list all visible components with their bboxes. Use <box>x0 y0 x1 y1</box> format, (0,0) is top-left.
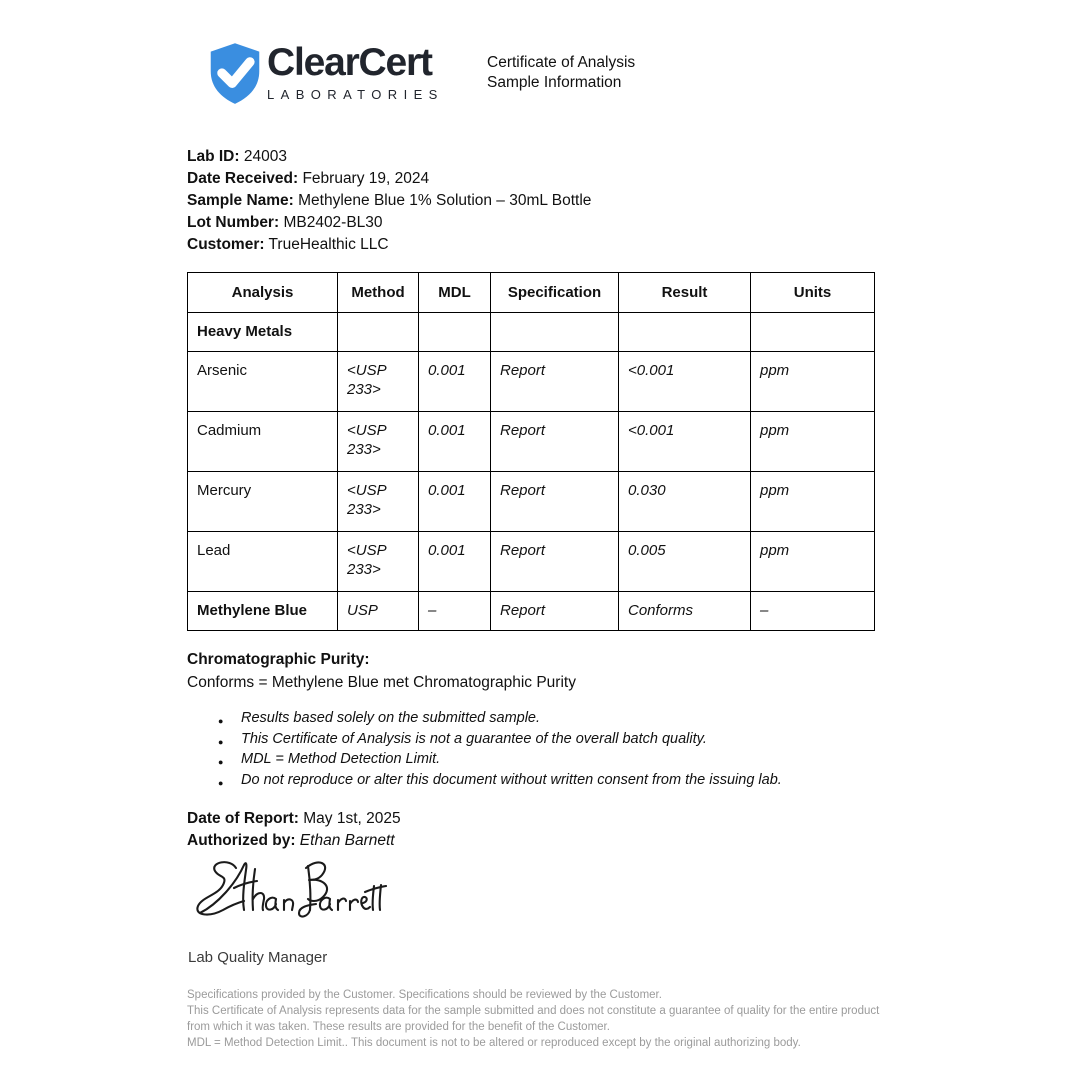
date-of-report-line: Date of Report: May 1st, 2025 <box>187 810 401 827</box>
table-header-row <box>188 273 875 313</box>
date-received-line: Date Received: February 19, 2024 <box>187 170 430 187</box>
sample-name-line: Sample Name: Methylene Blue 1% Solution – 30mL Bottle <box>187 192 592 209</box>
fine-print-line: Specifications provided by the Customer. Specifications should be reviewed by the Customer. <box>187 989 662 1001</box>
sample-information <box>187 146 591 256</box>
purity-text: Conforms = Methylene Blue met Chromatographic Purity <box>187 674 576 691</box>
customer-line: Customer: TrueHealthic LLC <box>187 236 389 253</box>
document-subtitle: Sample Information <box>487 73 622 91</box>
notes-list <box>218 708 782 790</box>
analysis-results-table <box>187 272 875 631</box>
lot-number-line: Lot Number: MB2402-BL30 <box>187 214 383 231</box>
document-title: Certificate of Analysis <box>487 54 636 71</box>
col-header-analysis: Analysis <box>188 273 338 313</box>
chromatographic-purity <box>187 648 576 694</box>
note-item: ● Do not reproduce or alter this document without written consent from the issuing lab. <box>218 770 782 791</box>
table-row: Cadmium <USP 233> 0.001 Report <0.001 ppm <box>188 412 875 472</box>
table-row: Methylene Blue USP – Report Conforms – <box>188 592 875 631</box>
note-item: ● Results based solely on the submitted sample. <box>218 708 782 729</box>
fine-print-line: MDL = Method Detection Limit.. This document is not to be altered or reproduced except by the original authorizing body. <box>187 1037 801 1049</box>
document-type <box>487 53 635 92</box>
logo <box>207 41 444 107</box>
col-header-specification: Specification <box>491 273 619 313</box>
col-header-method: Method <box>338 273 419 313</box>
col-header-mdl: MDL <box>419 273 491 313</box>
brand-subtitle: LABORATORIES <box>267 87 444 102</box>
authorized-by-line: Authorized by: Ethan Barnett <box>187 832 395 849</box>
report-meta <box>187 808 401 852</box>
note-item: ● This Certificate of Analysis is not a guarantee of the overall batch quality. <box>218 729 782 750</box>
col-header-result: Result <box>619 273 751 313</box>
note-item: ● MDL = Method Detection Limit. <box>218 749 782 770</box>
shield-check-logo-icon <box>207 41 263 107</box>
signer-title: Lab Quality Manager <box>188 949 328 966</box>
fine-print <box>187 987 881 1051</box>
table-row: Mercury <USP 233> 0.001 Report 0.030 ppm <box>188 472 875 532</box>
fine-print-line: This Certificate of Analysis represents data for the sample submitted and does not constitute a guarantee of quality for the entire product from which it was taken. These results are provided for the benefit of the Customer. <box>187 1005 880 1033</box>
signature-image <box>192 856 387 928</box>
lab-id-line: Lab ID: 24003 <box>187 148 287 165</box>
col-header-units: Units <box>751 273 875 313</box>
purity-label: Chromatographic Purity: <box>187 651 370 668</box>
table-row: Arsenic <USP 233> 0.001 Report <0.001 ppm <box>188 352 875 412</box>
table-row: Heavy Metals <box>188 313 875 352</box>
table-row: Lead <USP 233> 0.001 Report 0.005 ppm <box>188 532 875 592</box>
brand-name: ClearCert <box>267 41 432 84</box>
